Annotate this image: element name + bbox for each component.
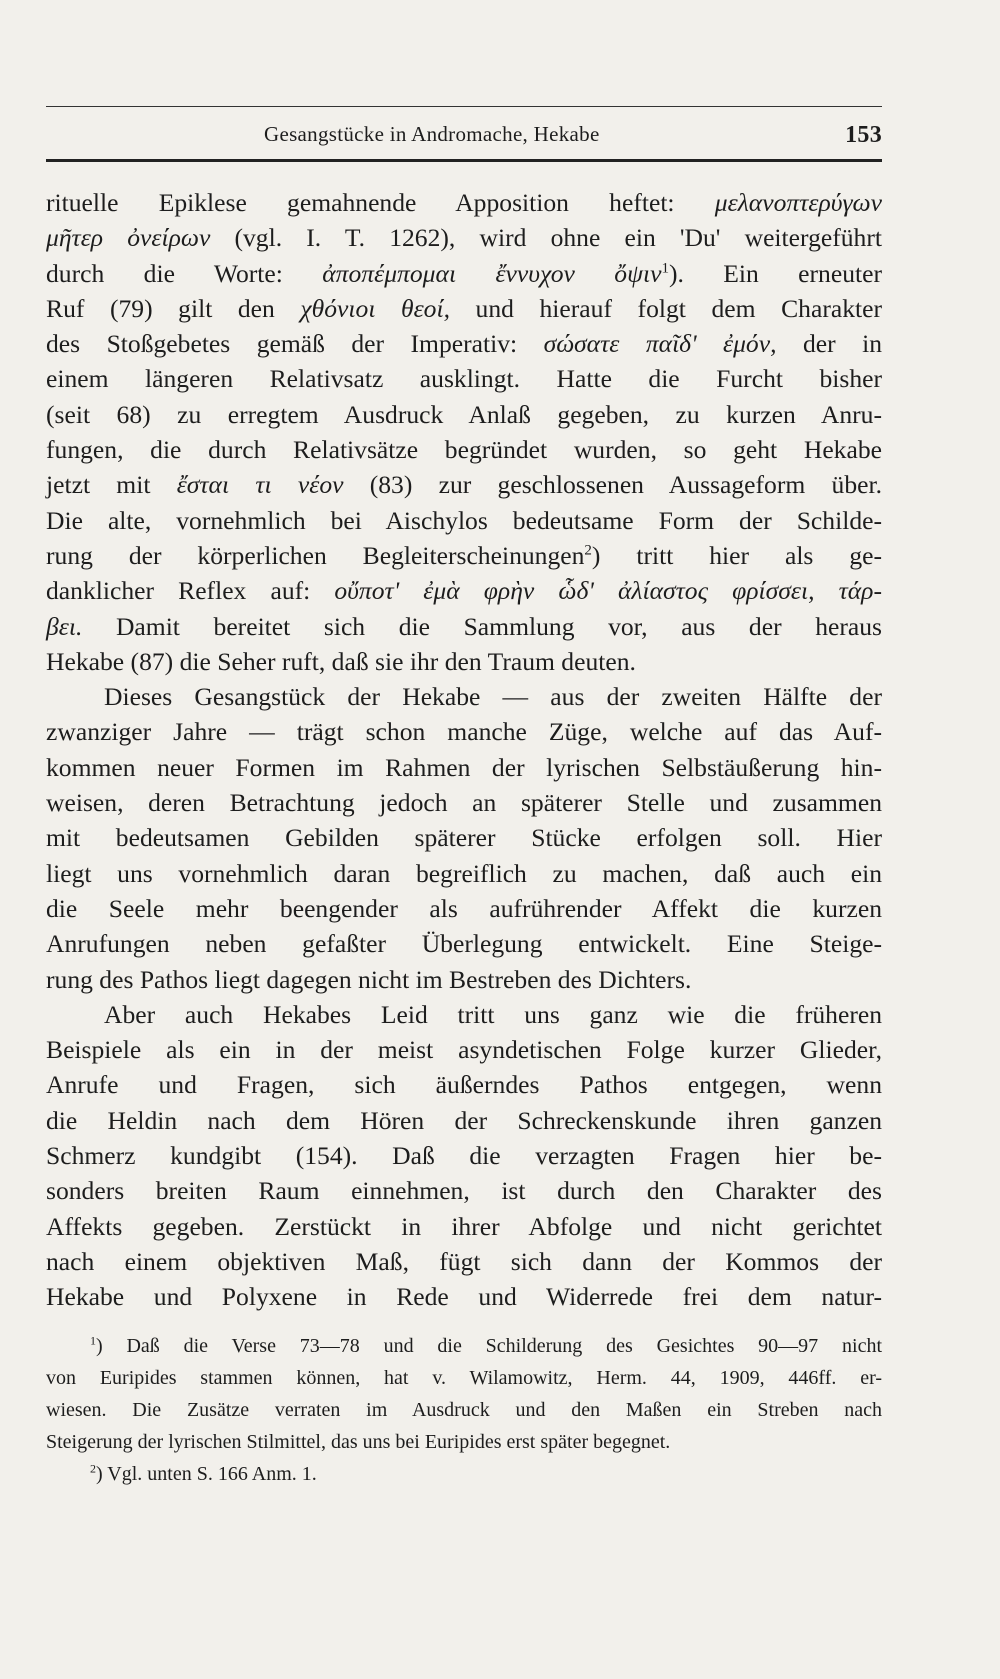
- header-rule: [46, 159, 882, 162]
- text-run: von Euripides stammen können, hat v. Wilamowitz, Herm. 44, 1909, 446ff. er-: [46, 1367, 882, 1389]
- text-run: danklicher Reflex auf:: [46, 576, 335, 606]
- body-line: [46, 256, 882, 291]
- greek-quote: οὔποτ' ἐμὰ φρὴν ὧδ' ἀλίαστος φρίσσει, τάρ-: [334, 576, 882, 606]
- body-line: [46, 1067, 882, 1102]
- text-run: Die alte, vornehmlich bei Aischylos bedeutsame Form der Schilde-: [46, 505, 882, 535]
- body-line: [46, 1032, 882, 1067]
- body-line: [46, 856, 882, 891]
- footnote-reference: 2: [584, 542, 592, 559]
- top-rule: [46, 106, 882, 107]
- body-line: [46, 750, 882, 785]
- body-line: [46, 1209, 882, 1244]
- text-run: liegt uns vornehmlich daran begreiflich zu machen, daß auch ein: [46, 858, 882, 888]
- body-line: [46, 432, 882, 467]
- footnote-line: [46, 1458, 882, 1490]
- footnote-line: [46, 1426, 882, 1458]
- text-run: die Seele mehr beengender als aufrührender Affekt die kurzen: [46, 893, 882, 923]
- body-line: [46, 679, 882, 714]
- body-line: [46, 962, 882, 997]
- text-run: rung des Pathos liegt dagegen nicht im Bestreben des Dichters.: [46, 964, 692, 994]
- greek-quote: ἀποπέμπομαι ἔννυχον ὄψιν: [322, 258, 662, 288]
- body-line: [46, 785, 882, 820]
- body-line: [46, 997, 882, 1032]
- text-run: ) Daß die Verse 73—78 und die Schilderung des Gesichtes 90—97 nicht: [96, 1335, 882, 1357]
- running-title: Gesangstücke in Andromache, Hekabe: [264, 122, 600, 146]
- text-run: zwanziger Jahre — trägt schon manche Züge, welche auf das Auf-: [46, 717, 882, 747]
- body-line: [46, 326, 882, 361]
- page-number: 153: [845, 122, 882, 148]
- text-run: wiesen. Die Zusätze verraten im Ausdruck und den Maßen ein Streben nach: [46, 1399, 882, 1421]
- body-line: [46, 361, 882, 396]
- body-line: [46, 609, 882, 644]
- body-line: [46, 644, 882, 679]
- text-run: (83) zur geschlossenen Aussageform über.: [343, 470, 882, 500]
- body-line: [46, 538, 882, 573]
- text-run: (vgl. I. T. 1262), wird ohne ein 'Du' weitergeführt: [210, 223, 882, 253]
- text-run: jetzt mit: [46, 470, 177, 500]
- text-run: der in: [776, 329, 882, 359]
- body-line: [46, 714, 882, 749]
- main-text: [46, 185, 882, 1315]
- body-line: [46, 891, 882, 926]
- text-run: weisen, deren Betrachtung jedoch an späterer Stelle und zusammen: [46, 788, 882, 818]
- footnotes: [46, 1330, 882, 1490]
- text-run: mit bedeutsamen Gebilden späterer Stücke erfolgen soll. Hier: [46, 823, 882, 853]
- text-run: Ruf (79) gilt den: [46, 293, 301, 323]
- text-run: (seit 68) zu erregtem Ausdruck Anlaß gegeben, zu kurzen Anru-: [46, 399, 882, 429]
- text-run: Hekabe und Polyxene in Rede und Widerrede frei dem natur-: [46, 1282, 882, 1312]
- text-run: Hekabe (87) die Seher ruft, daß sie ihr den Traum deuten.: [46, 646, 636, 676]
- text-run: Affekts gegeben. Zerstückt in ihrer Abfolge und nicht gerichtet: [46, 1211, 882, 1241]
- body-line: [46, 503, 882, 538]
- body-line: [46, 185, 882, 220]
- body-line: [46, 291, 882, 326]
- body-line: [46, 1279, 882, 1314]
- text-run: ) Vgl. unten S. 166 Anm. 1.: [96, 1463, 317, 1485]
- text-run: kommen neuer Formen im Rahmen der lyrischen Selbstäußerung hin-: [46, 752, 882, 782]
- text-run: Dieses Gesangstück der Hekabe — aus der zweiten Hälfte der: [104, 682, 882, 712]
- text-run: nach einem objektiven Maß, fügt sich dann der Kommos der: [46, 1246, 882, 1276]
- greek-quote: ἔσται τι νέον: [176, 470, 344, 500]
- text-run: Anrufe und Fragen, sich äußerndes Pathos entgegen, wenn: [46, 1070, 882, 1100]
- footnote-marker: 2: [90, 1461, 96, 1476]
- body-line: [46, 1173, 882, 1208]
- text-run: und hierauf folgt dem Charakter: [449, 293, 882, 323]
- greek-quote: χθόνιοι θεοί,: [300, 293, 450, 323]
- body-line: [46, 220, 882, 255]
- greek-quote: μελανοπτερύγων: [714, 188, 882, 217]
- text-run: die Heldin nach dem Hören der Schreckenskunde ihren ganzen: [46, 1105, 882, 1135]
- text-run: sonders breiten Raum einnehmen, ist durch den Charakter des: [46, 1176, 882, 1206]
- footnote-line: [46, 1394, 882, 1426]
- footnote-marker: 1: [90, 1333, 96, 1348]
- text-run: Aber auch Hekabes Leid tritt uns ganz wie die früheren: [104, 999, 882, 1029]
- text-run: Anrufungen neben gefaßter Überlegung entwickelt. Eine Steige-: [46, 929, 882, 959]
- body-line: [46, 1103, 882, 1138]
- greek-quote: βει.: [46, 611, 83, 641]
- footnote-line: [46, 1362, 882, 1394]
- body-line: [46, 1244, 882, 1279]
- footnote-line: [46, 1330, 882, 1362]
- body-line: [46, 1138, 882, 1173]
- greek-quote: σώσατε παῖδ' ἐμόν,: [543, 329, 777, 359]
- text-run: Damit bereitet sich die Sammlung vor, aus der heraus: [82, 611, 882, 641]
- body-line: [46, 926, 882, 961]
- text-run: rituelle Epiklese gemahnende Apposition heftet:: [46, 188, 715, 217]
- body-line: [46, 397, 882, 432]
- footnote-reference: 1: [661, 260, 669, 277]
- text-run: durch die Worte:: [46, 258, 323, 288]
- body-line: [46, 467, 882, 502]
- text-run: ). Ein erneuter: [668, 258, 882, 288]
- text-run: ) tritt hier als ge-: [591, 540, 882, 570]
- text-run: einem längeren Relativsatz ausklingt. Hatte die Furcht bisher: [46, 364, 882, 394]
- body-line: [46, 820, 882, 855]
- text-run: Schmerz kundgibt (154). Daß die verzagten Fragen hier be-: [46, 1141, 882, 1171]
- text-run: des Stoßgebetes gemäß der Imperativ:: [46, 329, 544, 359]
- text-run: rung der körperlichen Begleiterscheinungen: [46, 540, 585, 570]
- greek-quote: μῆτερ ὀνείρων: [46, 223, 211, 253]
- body-line: [46, 573, 882, 608]
- text-run: Steigerung der lyrischen Stilmittel, das uns bei Euripides erst später begegnet.: [46, 1431, 671, 1453]
- text-run: Beispiele als ein in der meist asyndetischen Folge kurzer Glieder,: [46, 1035, 882, 1065]
- text-run: fungen, die durch Relativsätze begründet wurden, so geht Hekabe: [46, 435, 882, 465]
